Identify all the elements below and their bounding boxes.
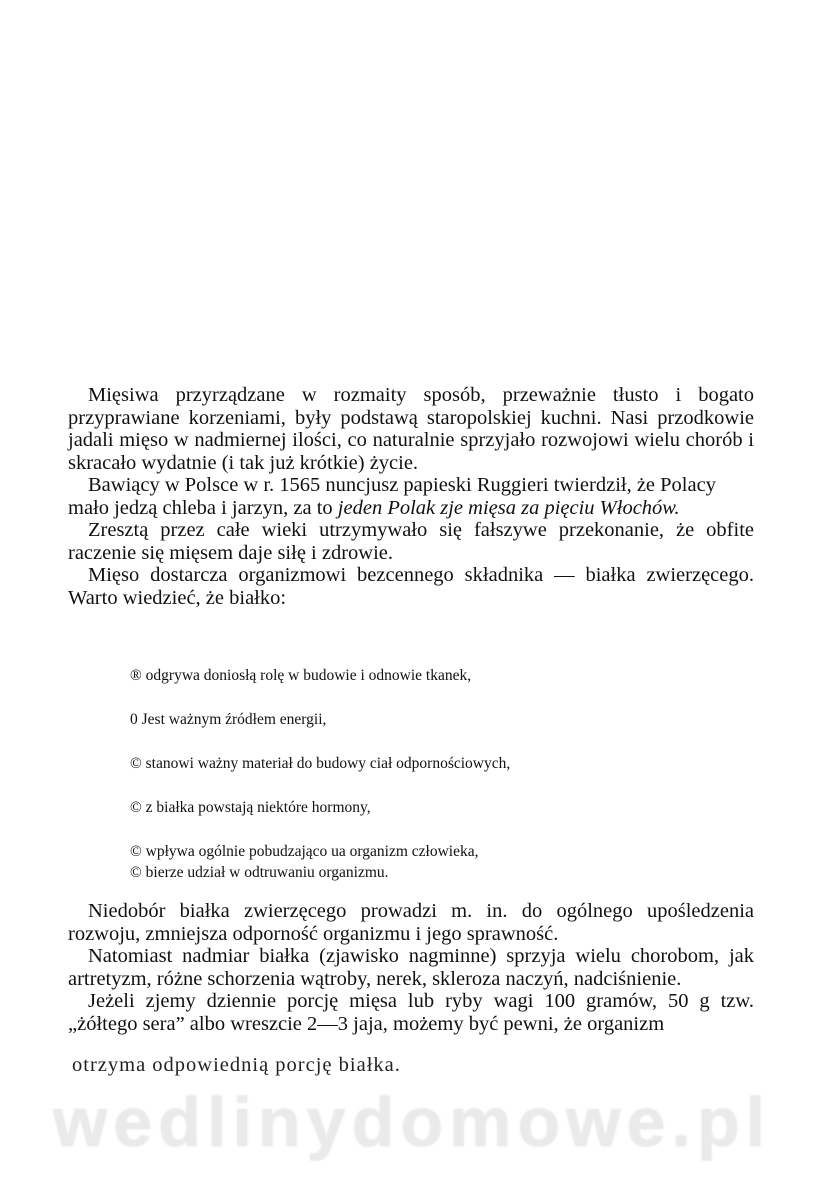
paragraph-4: Mięso dostarcza organizmowi bezcennego składnika — białka zwierzęcego. Warto wiedzieć, że białko:: [68, 564, 754, 609]
paragraph-3: Zresztą przez całe wieki utrzymywało się fałszywe przekonanie, że obfite raczenie się mięsem daje siłę i zdrowie.: [68, 519, 754, 564]
paragraph-2: [68, 474, 754, 519]
body-text-top: [68, 384, 754, 609]
list-item: ® odgrywa doniosłą rolę w budowie i odnowie tkanek,: [130, 667, 472, 684]
list-item: © z białka powstają niektóre hormony,: [130, 799, 371, 816]
paragraph-1: Mięsiwa przyrządzane w rozmaity sposób, przeważnie tłusto i bogato przyprawiane korzeniami, były podstawą staropolskiej kuchni. Nasi przodkowie jadali mięso w nadmiernej ilości, co naturalnie sprzyjało rozwojowi wielu chorób i skracało wydatnie (i tak już krótkie) życie.: [68, 384, 754, 474]
paragraph-5: Niedobór białka zwierzęcego prowadzi m. in. do ogólnego upośledzenia rozwoju, zmniejsza odporność organizmu i jego sprawność.: [68, 900, 754, 945]
watermark: wedlinydomowe.pl: [52, 1083, 772, 1161]
list-item: © bierze udział w odtruwaniu organizmu.: [130, 864, 389, 881]
cut-off-line-text: otrzyma odpowiednią porcję białka.: [72, 1054, 401, 1076]
protein-functions-list: [130, 666, 690, 882]
paragraph-7: Jeżeli zjemy dziennie porcję mięsa lub ryby wagi 100 gramów, 50 g tzw. „żółtego sera” albo wreszcie 2—3 jaja, możemy być pewni, że organizm: [68, 990, 754, 1035]
paragraph-6: Natomiast nadmiar białka (zjawisko nagminne) sprzyja wielu chorobom, jak artretyzm, różne schorzenia wątroby, nerek, skleroza naczyń, nadciśnienie.: [68, 945, 754, 990]
list-item: 0 Jest ważnym źródłem energii,: [130, 711, 327, 728]
body-text-bottom: [68, 900, 754, 1035]
paragraph-2-italic-quote: jeden Polak zje mięsa za pięciu Włochów.: [337, 496, 680, 519]
cut-off-line: [72, 1054, 492, 1076]
list-item: © wpływa ogólnie pobudzająco ua organizm człowieka,: [130, 843, 479, 860]
list-item: © stanowi ważny materiał do budowy ciał odpornościowych,: [130, 755, 511, 772]
paragraph-2-text: Bawiący w Polsce w r. 1565 nuncjusz papieski Ruggieri twierdził, że Polacy mało jedzą chleba i jarzyn, za to: [68, 474, 716, 519]
